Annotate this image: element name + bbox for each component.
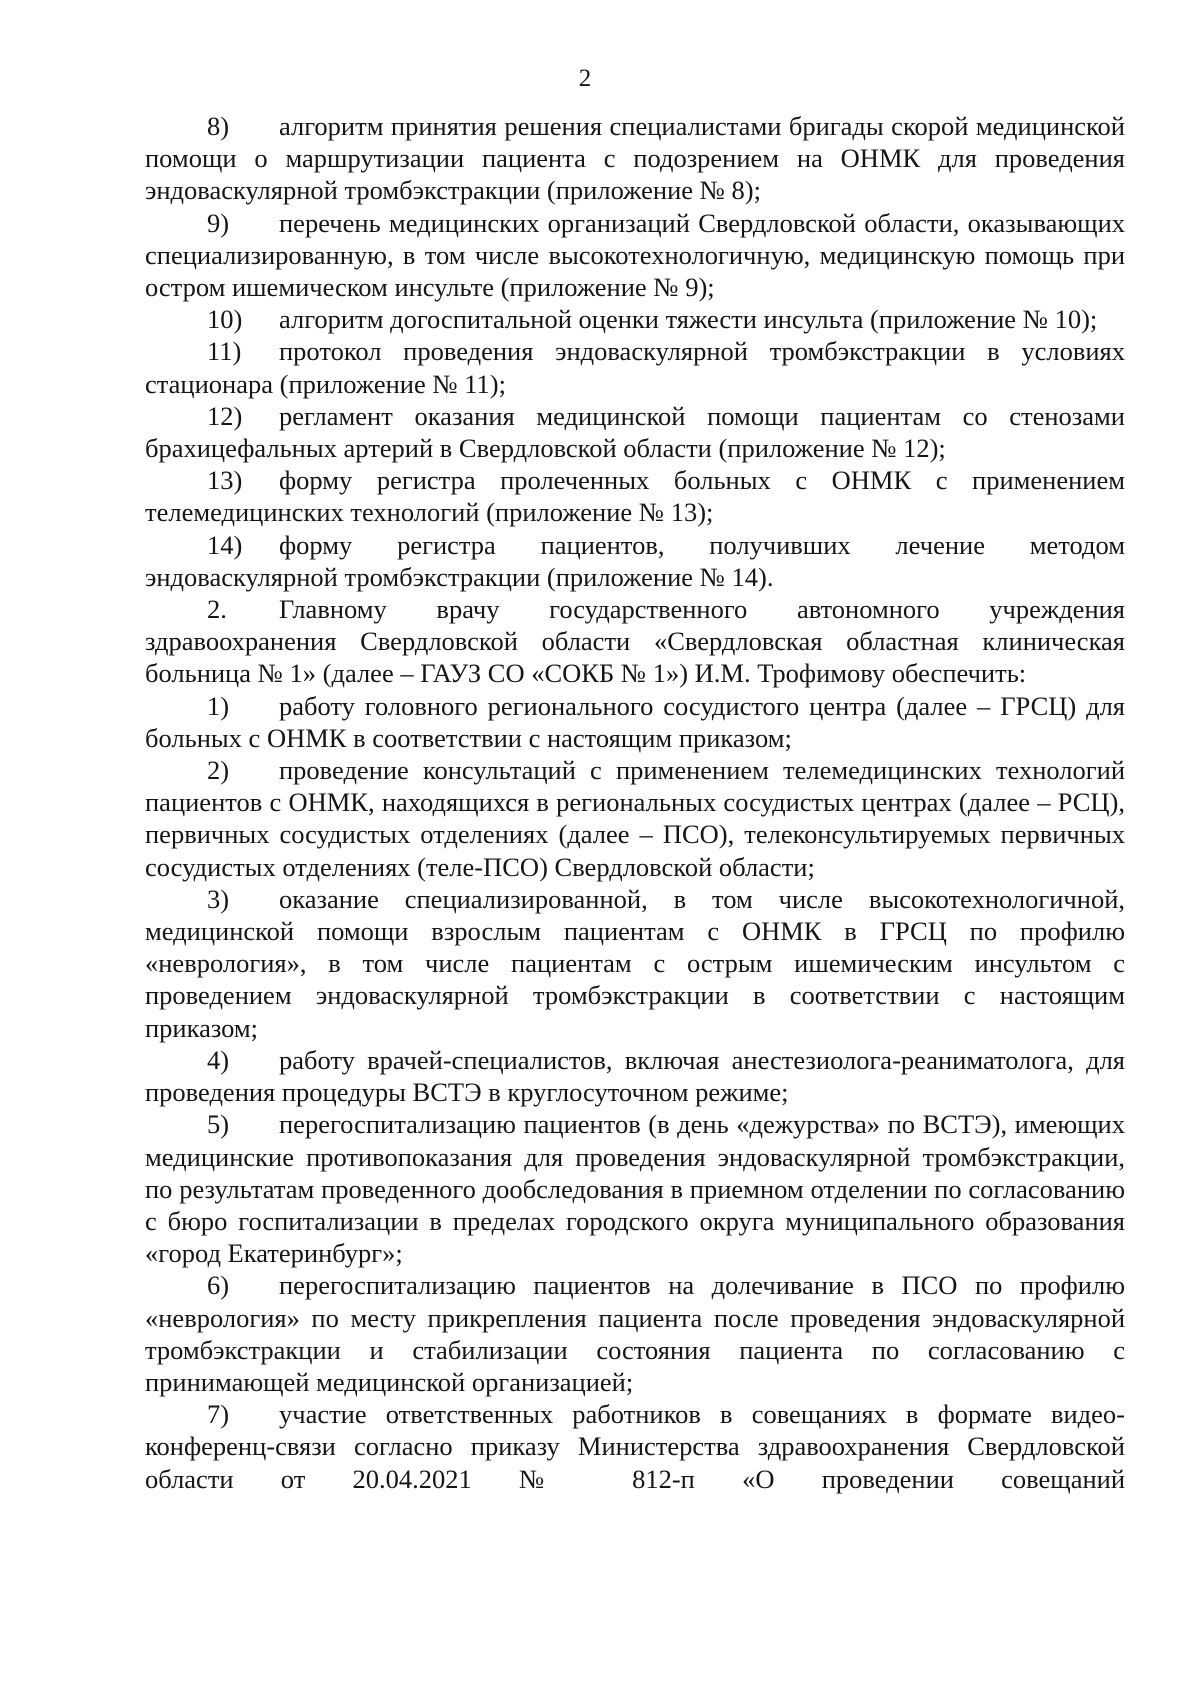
- item-number: 1): [207, 690, 230, 721]
- item-number: 2): [207, 755, 230, 786]
- item-number: 11): [207, 336, 242, 367]
- item-text: участие ответственных работников в совещаниях в формате видео-конференц-связи согласно приказу Министерства здравоохранения Свердловской области от 20.04.2021 № 812-п «О проведении совещаний: [145, 1399, 1125, 1494]
- item-text: перечень медицинских организаций Свердловской области, оказывающих специализированную, в том числе высокотехнологичную, медицинскую помощь при остром ишемическом инсульте (приложение № 9);: [145, 207, 1125, 303]
- item-text: оказание специализированной, в том числе высокотехнологичной, медицинской помощи взрослым пациентам с ОНМК в ГРСЦ по профилю «неврология», в том числе пациентам с острым ишемическим инсультом с проведением эндоваскулярной тромбэкстракции в соответствии с настоящим приказом;: [145, 883, 1125, 1043]
- item-text: перегоспитализацию пациентов на долечивание в ПСО по профилю «неврология» по месту прикрепления пациента после проведения эндоваскулярной тромбэкстракции и стабилизации состояния пациента по согласованию с принимающей медицинской организацией;: [145, 1270, 1125, 1397]
- list-item: [145, 754, 1125, 883]
- item-text: протокол проведения эндоваскулярной тромбэкстракции в условиях стационара (приложение № 11);: [145, 336, 1125, 399]
- item-number: 4): [207, 1044, 230, 1075]
- item-text: форму регистра пациентов, получивших лечение методом эндоваскулярной тромбэкстракции (приложение № 14).: [145, 529, 1125, 592]
- section-number: 2.: [207, 594, 227, 625]
- item-number: 8): [207, 111, 230, 141]
- list-item: [145, 303, 1125, 335]
- list-item: [145, 1108, 1125, 1269]
- document-body: [145, 110, 1125, 1495]
- list-item: [145, 110, 1125, 207]
- list-item: [145, 400, 1125, 464]
- item-number: 3): [207, 883, 230, 914]
- item-text: алгоритм догоспитальной оценки тяжести инсульта (приложение № 10);: [279, 304, 1098, 335]
- list-item: [145, 464, 1125, 528]
- list-item: [145, 335, 1125, 399]
- item-number: 10): [207, 304, 243, 335]
- item-number: 9): [207, 207, 230, 238]
- list-item: [145, 690, 1125, 754]
- page-number: 2: [578, 65, 592, 92]
- section-text: Главному врачу государственного автономного учреждения здравоохранения Свердловской области «Свердловская областная клиническая больница № 1» (далее – ГАУЗ СО «СОКБ № 1») И.М. Трофимову обеспечить:: [145, 594, 1125, 689]
- item-text: работу врачей-специалистов, включая анестезиолога-реаниматолога, для проведения процедуры ВСТЭ в круглосуточном режиме;: [145, 1044, 1125, 1108]
- item-number: 12): [207, 400, 243, 431]
- item-number: 6): [207, 1270, 230, 1301]
- list-item: [145, 883, 1125, 1044]
- item-text: работу головного регионального сосудистого центра (далее – ГРСЦ) для больных с ОНМК в соответствии с настоящим приказом;: [145, 690, 1125, 753]
- list-item: [145, 529, 1125, 593]
- item-text: перегоспитализацию пациентов (в день «дежурства» по ВСТЭ), имеющих медицинские противопоказания для проведения эндоваскулярной тромбэкстракции, по результатам проведенного дообследования в приемном отделении по согласованию с бюро госпитализации в пределах городского округа муниципального образования «город Екатеринбург»;: [145, 1109, 1125, 1269]
- list-item: [145, 207, 1125, 304]
- item-number: 5): [207, 1109, 230, 1140]
- section-item: [145, 593, 1125, 690]
- item-text: проведение консультаций с применением телемедицинских технологий пациентов с ОНМК, находящихся в региональных сосудистых центрах (далее – РСЦ), первичных сосудистых отделениях (далее – ПСО), телеконсультируемых первичных сосудистых отделениях (теле-ПСО) Свердловской области;: [145, 755, 1125, 882]
- list-item: [145, 1398, 1125, 1495]
- list-item: [145, 1044, 1125, 1108]
- item-text: алгоритм принятия решения специалистами бригады скорой медицинской помощи о маршрутизации пациента с подозрением на ОНМК для проведения эндоваскулярной тромбэкстракции (приложение № 8);: [145, 111, 1125, 206]
- item-number: 14): [207, 529, 243, 560]
- item-text: форму регистра пролеченных больных с ОНМК с применением телемедицинских технологий (приложение № 13);: [145, 465, 1125, 528]
- item-number: 13): [207, 465, 243, 496]
- item-text: регламент оказания медицинской помощи пациентам со стенозами брахицефальных артерий в Свердловской области (приложение № 12);: [145, 400, 1125, 464]
- list-item: [145, 1269, 1125, 1398]
- item-number: 7): [207, 1399, 230, 1430]
